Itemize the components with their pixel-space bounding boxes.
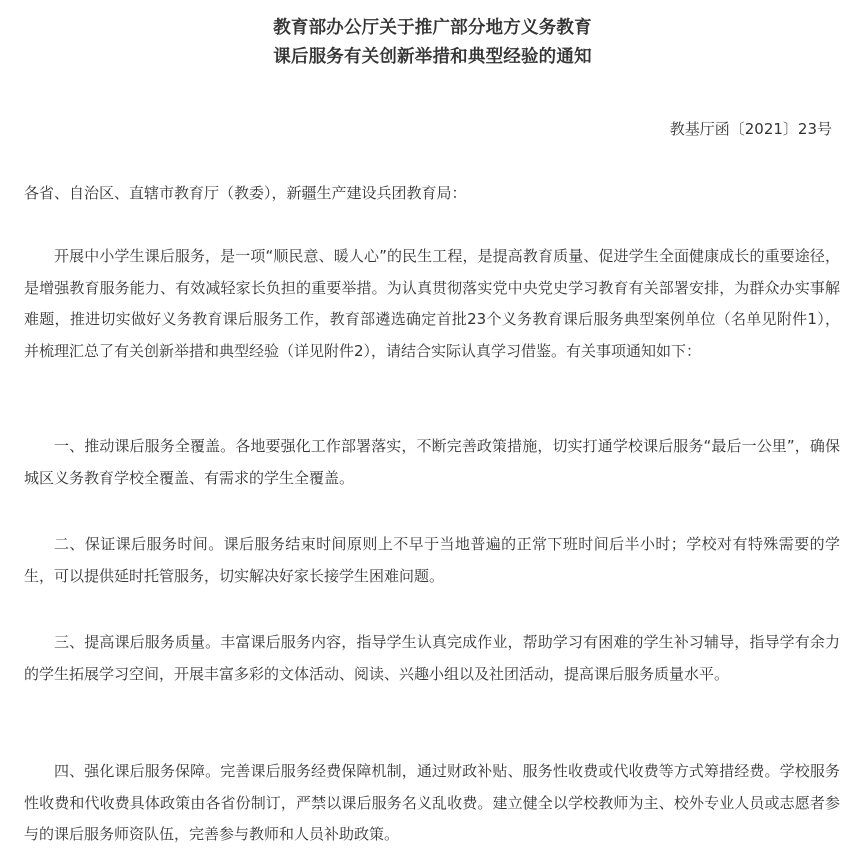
document-title-line-1: 教育部办公厅关于推广部分地方义务教育 bbox=[273, 18, 592, 38]
paragraph-item-2: 二、保证课后服务时间。课后服务结束时间原则上不早于当地普遍的正常下班时间后半小时；学校对有特殊需要的学生，可以提供延时托管服务，切实解决好家长接学生困难问题。 bbox=[24, 535, 840, 585]
paragraph-item-4: 四、强化课后服务保障。完善课后服务经费保障机制，通过财政补贴、服务性收费或代收费等方式筹措经费。学校服务性收费和代收费具体政策由各省份制订，严禁以课后服务名义乱收费。建立健全以学校教师为主、校外专业人员或志愿者参与的课后服务师资队伍，完善参与教师和人员补助政策。 bbox=[24, 762, 840, 844]
salutation: 各省、自治区、直辖市教育厅（教委），新疆生产建设兵团教育局： bbox=[24, 184, 467, 202]
document-title-line-2: 课后服务有关创新举措和典型经验的通知 bbox=[273, 47, 592, 67]
paragraph-intro: 开展中小学生课后服务，是一项“顺民意、暖人心”的民生工程，是提高教育质量、促进学生全面健康成长的重要途径，是增强教育服务能力、有效减轻家长负担的重要举措。为认真贯彻落实党中央党史学习教育有关部署安排，为群众办实事解难题，推进切实做好义务教育课后服务工作，教育部遴选确定首批23个义务教育课后服务典型案例单位（名单见附件1），并梳理汇总了有关创新举措和典型经验（详见附件2），请结合实际认真学习借鉴。有关事项通知如下： bbox=[24, 247, 840, 360]
paragraph-item-1: 一、推动课后服务全覆盖。各地要强化工作部署落实，不断完善政策措施，切实打通学校课后服务“最后一公里”，确保城区义务教育学校全覆盖、有需求的学生全覆盖。 bbox=[24, 437, 840, 487]
document-number: 教基厅函〔2021〕23号 bbox=[669, 120, 832, 138]
paragraph-item-3: 三、提高课后服务质量。丰富课后服务内容，指导学生认真完成作业，帮助学习有困难的学生补习辅导，指导学有余力的学生拓展学习空间，开展丰富多彩的文体活动、阅读、兴趣小组以及社团活动，提高课后服务质量水平。 bbox=[24, 633, 840, 683]
